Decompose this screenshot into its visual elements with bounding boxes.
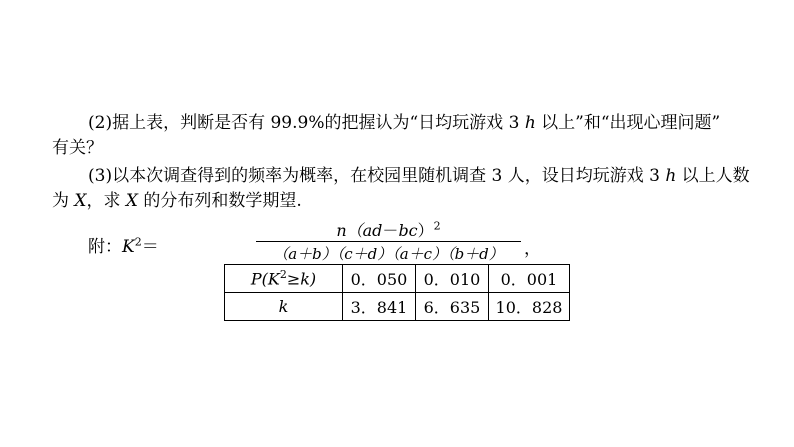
question-3-text-a: (3)以本次调查得到的频率为概率，在校园里随机调查 3 人，设日均玩游戏 3 bbox=[88, 166, 666, 186]
table-cell: 0．001 bbox=[489, 265, 570, 293]
formula-label bbox=[88, 232, 159, 257]
probability-k: ≥k) bbox=[286, 269, 317, 289]
hour-unit: h bbox=[524, 113, 536, 133]
variable-x: X bbox=[125, 191, 139, 211]
question-2-line-2 bbox=[52, 137, 103, 159]
formula-numerator bbox=[256, 218, 521, 241]
question-3-line-2 bbox=[52, 190, 302, 212]
numerator-minus: － bbox=[382, 221, 399, 240]
numerator-exponent: 2 bbox=[433, 219, 441, 233]
formula-prefix: 附： bbox=[88, 237, 122, 257]
question-2-text-c: 有关？ bbox=[52, 138, 103, 158]
question-3-text-c: 为 bbox=[52, 191, 75, 211]
probability-exponent: 2 bbox=[279, 268, 287, 282]
critical-value-table bbox=[224, 264, 570, 321]
table-cell: 6．635 bbox=[416, 293, 489, 321]
formula-comma: ， bbox=[524, 239, 541, 259]
question-2-line-1 bbox=[88, 112, 720, 134]
table-cell: 0．010 bbox=[416, 265, 489, 293]
probability-p: P(K bbox=[250, 269, 280, 289]
numerator-close: ） bbox=[417, 221, 434, 240]
question-3-line-1 bbox=[88, 165, 750, 187]
table-cell: 10．828 bbox=[489, 293, 570, 321]
numerator-ad: ad bbox=[362, 221, 383, 240]
table-cell: 3．841 bbox=[343, 293, 416, 321]
fraction-bar bbox=[256, 241, 521, 242]
table-row bbox=[225, 265, 570, 293]
table-cell: 0．050 bbox=[343, 265, 416, 293]
variable-x: X bbox=[74, 191, 87, 211]
formula-k: K bbox=[122, 237, 135, 257]
formula-equals: ＝ bbox=[141, 237, 159, 257]
question-2-text-b: 以上”和“出现心理问题” bbox=[535, 113, 721, 133]
table-row bbox=[225, 293, 570, 321]
chi-square-formula bbox=[88, 218, 541, 264]
formula-k-exponent: 2 bbox=[134, 235, 142, 249]
formula-denominator: （a＋b）（c＋d）（a＋c）（b＋d） bbox=[273, 245, 504, 263]
question-3-text-d: ，求 bbox=[86, 191, 126, 211]
question-2-text-a: (2)据上表，判断是否有 99.9%的把握认为“日均玩游戏 3 bbox=[88, 113, 525, 133]
formula-fraction bbox=[256, 218, 521, 264]
table-header-probability bbox=[225, 265, 343, 293]
numerator-n: n（ bbox=[336, 221, 363, 240]
numerator-bc: bc bbox=[398, 221, 418, 240]
table-header-k: k bbox=[225, 293, 343, 321]
hour-unit: h bbox=[665, 166, 677, 186]
question-3-text-e: 的分布列和数学期望. bbox=[138, 191, 302, 211]
question-3-text-b: 以上人数 bbox=[676, 166, 750, 186]
